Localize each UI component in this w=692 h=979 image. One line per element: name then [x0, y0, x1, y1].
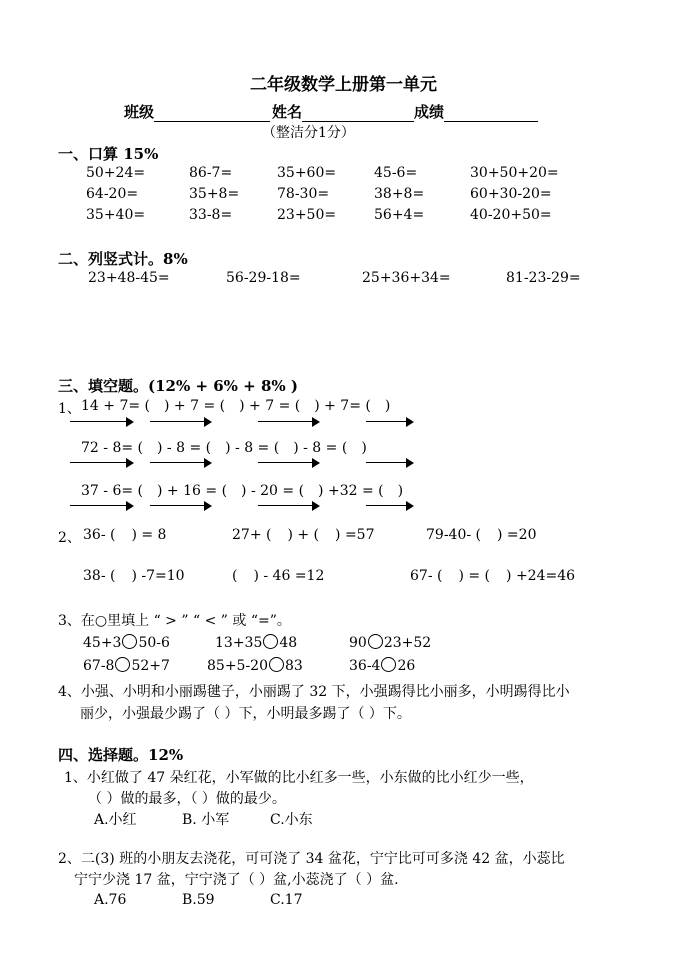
- chain-row: 37 - 6= ( ) + 16 = ( ) - 20 = ( ) +32 = ( ): [81, 483, 404, 499]
- name-label: 姓名: [272, 103, 303, 121]
- header-line: [124, 101, 538, 122]
- arrow-icon: [366, 458, 414, 468]
- word-problem-line: 4、小强、小明和小丽踢毽子，小丽踢了 32 下，小强踢得比小丽多，小明踢得比小: [58, 684, 570, 700]
- mental-math-item: 50+24=: [86, 165, 146, 181]
- fill-blank-item: 36- ( ) = 8: [83, 527, 167, 543]
- compare-circle[interactable]: [122, 634, 137, 649]
- arrow-icon: [70, 501, 134, 511]
- question-number: 1、: [58, 401, 81, 417]
- mental-math-item: 30+50+20=: [470, 165, 559, 181]
- compare-circle[interactable]: [368, 634, 383, 649]
- page-title: 二年级数学上册第一单元: [250, 75, 437, 95]
- choice-question-line: 1、小红做了 47 朵红花，小军做的比小红多一些，小东做的比小红少一些，: [64, 770, 534, 786]
- mental-math-item: 23+50=: [277, 207, 337, 223]
- option-a[interactable]: A.小红: [94, 812, 137, 828]
- chain-row: 14 + 7= ( ) + 7 = ( ) + 7 = ( ) + 7= ( ): [81, 398, 391, 414]
- mental-math-item: 86-7=: [189, 165, 233, 181]
- arrow-icon: [258, 458, 320, 468]
- mental-math-item: 35+8=: [189, 186, 240, 202]
- arrow-icon: [366, 501, 414, 511]
- score-blank[interactable]: [444, 106, 538, 122]
- comparison-item: 67-8 52+7: [83, 658, 170, 674]
- fill-blank-item: 67- ( ) = ( ) +24=46: [410, 568, 576, 584]
- arrow-icon: [258, 501, 320, 511]
- mental-math-item: 60+30-20=: [470, 186, 552, 202]
- fill-blank-item: ( ) - 46 =12: [232, 568, 325, 584]
- comparison-item: 45+3 50-6: [83, 635, 170, 651]
- section-2-heading: 二、列竖式计。8%: [58, 250, 188, 268]
- fill-blank-item: 27+ ( ) + ( ) =57: [232, 527, 375, 543]
- comparison-item: 13+35 48: [215, 635, 298, 651]
- arrow-icon: [150, 501, 212, 511]
- neatness-note: （整洁分1分）: [262, 125, 355, 141]
- mental-math-item: 78-30=: [277, 186, 330, 202]
- fill-blank-item: 38- ( ) -7=10: [83, 568, 185, 584]
- option-b[interactable]: B.59: [182, 892, 215, 908]
- class-label: 班级: [124, 103, 155, 121]
- arrow-icon: [150, 417, 212, 427]
- mental-math-item: 35+40=: [86, 207, 146, 223]
- compare-circle[interactable]: [269, 657, 284, 672]
- comparison-item: 85+5-20 83: [207, 658, 303, 674]
- question-number: 2、: [58, 530, 81, 546]
- compare-circle[interactable]: [381, 657, 396, 672]
- arrow-icon: [70, 458, 134, 468]
- option-c[interactable]: C.17: [270, 892, 303, 908]
- mental-math-item: 45-6=: [374, 165, 418, 181]
- mental-math-item: 56+4=: [374, 207, 425, 223]
- comparison-prompt: 3、在○里填上 “ > ” “ < ” 或 “=”。: [58, 613, 291, 629]
- choice-question-line: 宁宁少浇 17 盆，宁宁浇了（ ）盆,小蕊浇了（ ）盆.: [74, 872, 399, 888]
- class-blank[interactable]: [154, 106, 270, 122]
- choice-question-line: （ ）做的最多，（ ）做的最少。: [88, 791, 286, 807]
- mental-math-item: 64-20=: [86, 186, 139, 202]
- mental-math-item: 38+8=: [374, 186, 425, 202]
- section-1-heading: 一、口算 15%: [58, 145, 159, 163]
- fill-blank-item: 79-40- ( ) =20: [426, 527, 537, 543]
- vertical-calc-item: 56-29-18=: [226, 270, 301, 286]
- mental-math-item: 33-8=: [189, 207, 233, 223]
- arrow-icon: [366, 417, 414, 427]
- section-3-heading: 三、填空题。(12% + 6% + 8% ): [58, 377, 298, 395]
- comparison-item: 90 23+52: [349, 635, 432, 651]
- arrow-icon: [150, 458, 212, 468]
- compare-circle[interactable]: [115, 657, 130, 672]
- score-label: 成绩: [414, 103, 445, 121]
- mental-math-item: 35+60=: [277, 165, 337, 181]
- option-a[interactable]: A.76: [94, 892, 127, 908]
- vertical-calc-item: 23+48-45=: [88, 270, 170, 286]
- chain-row: 72 - 8= ( ) - 8 = ( ) - 8 = ( ) - 8 = ( ): [81, 440, 367, 456]
- section-4-heading: 四、选择题。12%: [58, 746, 184, 764]
- mental-math-item: 40-20+50=: [470, 207, 552, 223]
- vertical-calc-item: 25+36+34=: [362, 270, 451, 286]
- arrow-icon: [70, 417, 134, 427]
- option-b[interactable]: B. 小军: [182, 812, 230, 828]
- arrow-icon: [258, 417, 320, 427]
- name-blank[interactable]: [302, 106, 414, 122]
- word-problem-line: 丽少，小强最少踢了（ ）下，小明最多踢了（ ）下。: [80, 706, 411, 722]
- compare-circle[interactable]: [263, 634, 278, 649]
- choice-question-line: 2、二(3) 班的小朋友去浇花，可可浇了 34 盆花，宁宁比可可多浇 42 盆，小蕊比: [58, 851, 565, 867]
- comparison-item: 36-4 26: [349, 658, 416, 674]
- option-c[interactable]: C.小东: [270, 812, 313, 828]
- vertical-calc-item: 81-23-29=: [506, 270, 581, 286]
